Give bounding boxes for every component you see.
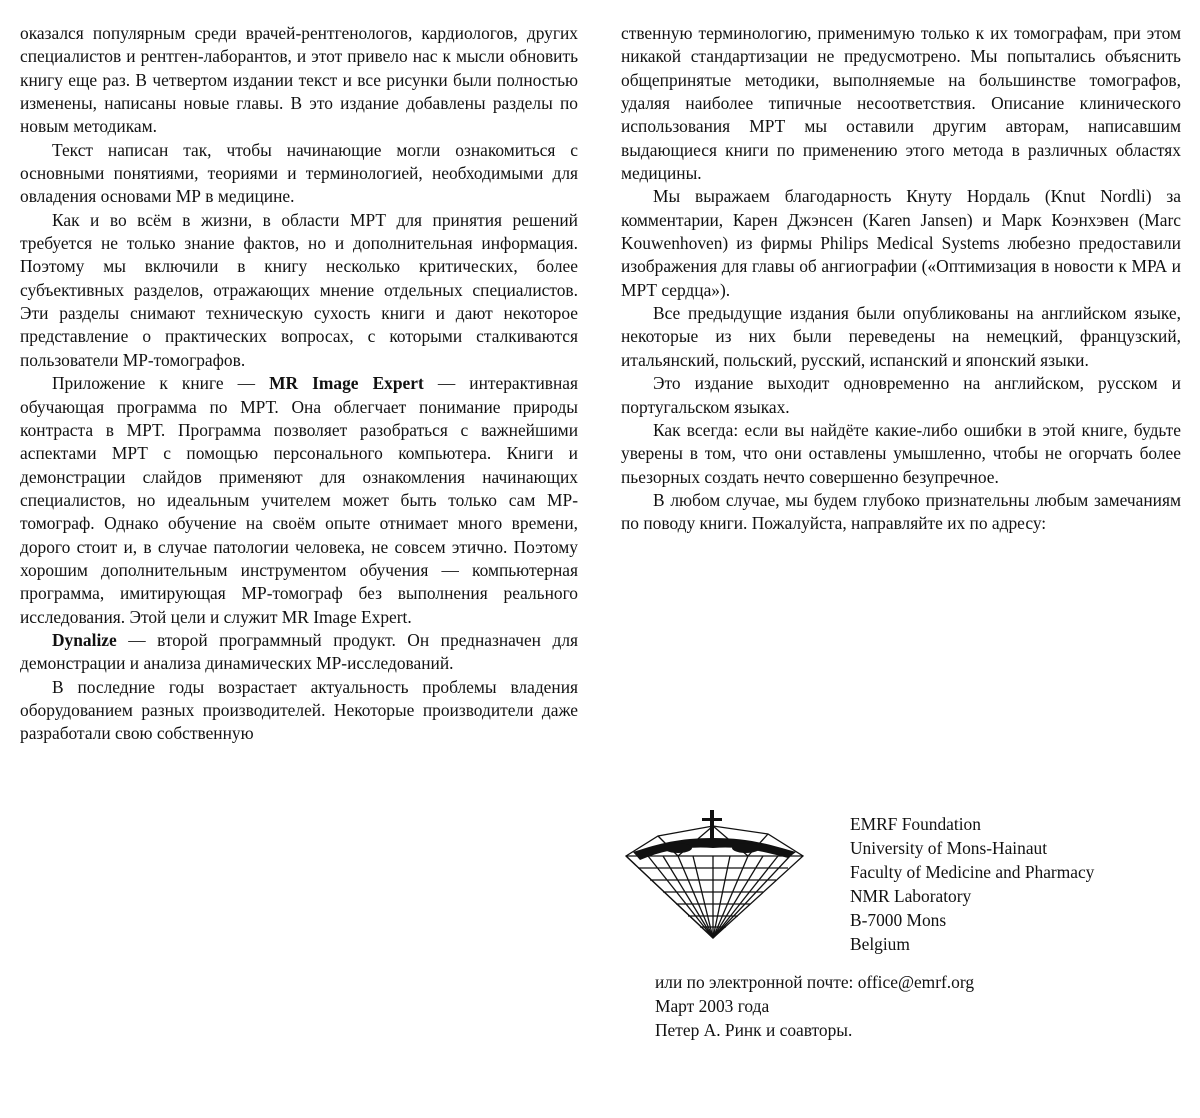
closing-email-line: или по электронной почте: office@emrf.org — [655, 972, 975, 992]
closing-lines — [655, 970, 974, 1042]
product-name-mr-image-expert: MR Image Expert — [269, 373, 424, 394]
product-name-dynalize: Dynalize — [52, 629, 117, 650]
paragraph-left-6: В последние годы возрастает актуальность проблемы владения оборудованием разных производителей. Некоторые производители даже разработали свою собственную — [20, 676, 578, 744]
diamond-emblem-icon — [618, 808, 808, 958]
paragraph-right-4: Это издание выходит одновременно на английском, русском и португальском языках. — [621, 373, 1181, 417]
address-line-6: Belgium — [850, 934, 910, 954]
address-line-2: University of Mons-Hainaut — [850, 838, 1048, 858]
address-line-5: B-7000 Mons — [850, 910, 947, 930]
p4-run-3: — интерактивная обучающая программа по МРТ. Она облегчает понимание природы контраста в МРТ. Программа позволяет разобраться с важнейшими аспектами МРТ с помощью персонального компьютера. Книги и демонстрации слайдов применяют для ознакомления начинающих специалистов, но идеальным учителем может быть только сам МР-томограф. Однако обучение на своём опыте отнимает много времени, дорого стоит и, в случае патологии человека, не совсем этично. Поэтому хорошим дополнительным инструментом обучения — компьютерная программа, имитирующая МР-томограф без выполнения реального исследования. Этой цели и служит MR Image Expert. — [20, 373, 578, 627]
paragraph-right-1: ственную терминологию, применимую только к их томографам, при этом никакой стандартизации не предусмотрено. Мы попытались объяснить общепринятые методики, выполняемые на большинстве томографов, удаляя наиболее типичные несоответствия. Описание клинического использования МРТ мы оставили другим авторам, написавшим выдающиеся книги по применению этого метода в различных областях медицины. — [621, 23, 1181, 184]
paragraph-left-3: Как и во всём в жизни, в области МРТ для принятия решений требуется не только знание фактов, но и дополнительная информация. Поэтому мы включили в книгу несколько критических, более субъективных разделов, отражающих мнение отдельных специалистов. Эти разделы снимают техническую сухость книги и дают некоторое представление о практических вопросах, с которыми сталкиваются пользователи МР-томографов. — [20, 209, 578, 370]
signature-block — [618, 808, 1188, 968]
paragraph-right-2: Мы выражаем благодарность Кнуту Нордаль (Knut Nordli) за комментарии, Карен Джэнсен (Karen Jansen) и Марк Коэнхэвен (Marc Kouwenhoven) из фирмы Philips Medical Systems любезно предоставили изображения для главы об ангиографии («Оптимизация в новости к МРА и МРТ сердца»). — [621, 186, 1181, 300]
closing-author-line: Петер А. Ринк и соавторы. — [655, 1020, 853, 1040]
p4-run-1: Приложение к книге — — [52, 373, 270, 394]
p5-run-2: — второй программный продукт. Он предназначен для демонстрации и анализа динамических МР-исследований. — [20, 629, 578, 674]
address-line-3: Faculty of Medicine and Pharmacy — [850, 862, 1095, 882]
paragraph-right-3: Все предыдущие издания были опубликованы на английском языке, некоторые из них были переведены на немецкий, французский, итальянский, польский, русский, испанский и японский языки. — [621, 303, 1181, 370]
paragraph-left-5 — [20, 629, 578, 676]
paragraph-left-4 — [20, 372, 578, 629]
diamond-emblem-logo — [618, 808, 808, 958]
address-line-1: EMRF Foundation — [850, 814, 981, 834]
address-line-4: NMR Laboratory — [850, 886, 972, 906]
paragraph-left-1: оказался популярным среди врачей-рентгенологов, кардиологов, других специалистов и рентген-лаборантов, и этот привело нас к мысли обновить книгу еще раз. В четвертом издании текст и все рисунки были полностью изменены, написаны новые главы. В это издание добавлены разделы по новым методикам. — [20, 23, 578, 137]
paragraph-left-2: Текст написан так, чтобы начинающие могли ознакомиться с основными понятиями, теориями и терминологией, необходимыми для овладения основами МР в медицине. — [20, 139, 578, 207]
paragraph-right-5: Как всегда: если вы найдёте какие-либо ошибки в этой книге, будьте уверены в том, что они оставлены умышленно, чтобы не огорчать более пьезорных создать нечто совершенно безупречное. — [621, 419, 1181, 487]
paragraph-right-6: В любом случае, мы будем глубоко признательны любым замечаниям по поводу книги. Пожалуйста, направляйте их по адресу: — [621, 489, 1181, 534]
left-text-column — [20, 22, 578, 746]
right-text-column — [621, 22, 1181, 536]
closing-date-line: Март 2003 года — [655, 996, 770, 1016]
contact-address — [850, 812, 1094, 956]
